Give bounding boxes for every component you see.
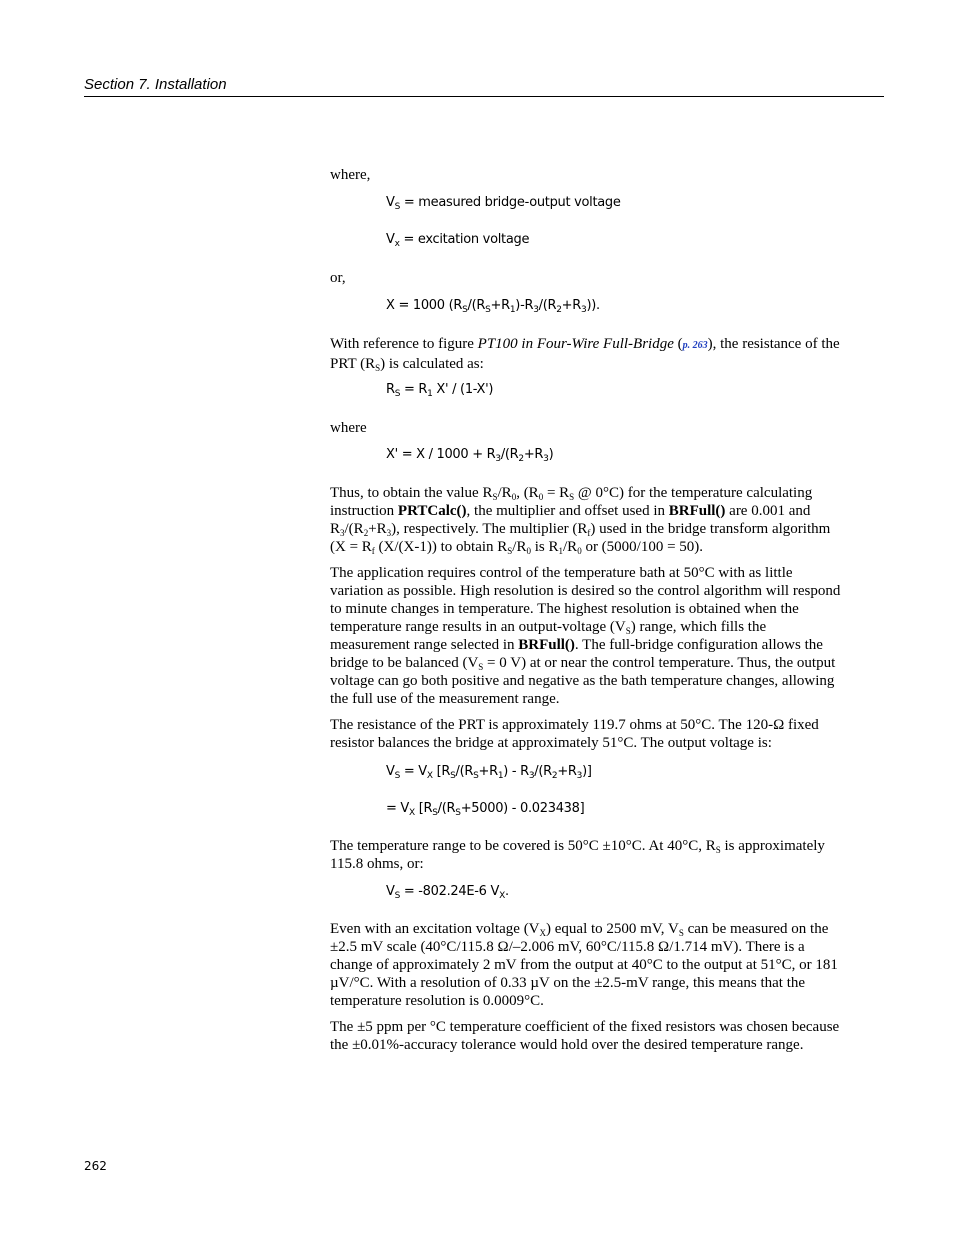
where-label: where, xyxy=(330,167,371,183)
paragraph-resistance: The resistance of the PRT is approximately 119.7 ohms at 50°C. The 120-Ω fixed resistor balances the bridge at approximately 51°C. The output voltage is: xyxy=(330,717,819,751)
paragraph-ppm: The ±5 ppm per °C temperature coefficient of the fixed resistors was chosen because the ±0.01%-accuracy tolerance would hold over the desired temperature range. xyxy=(330,1019,840,1053)
where-label-2: where xyxy=(330,420,367,436)
equation-vs-value: $V_S = -802.24E-6$ $V_X$. xyxy=(386,884,509,901)
paragraph-excitation: Even with an excitation voltage $(V_X)$ equal to 2500 mV, $V_S$ can be measured on the ±2.5 mV scale (40°C/115.8 Ω/–2.006 mV, 60°C/115.8 Ω/1.714 mV). There is a change of approximately 2 mV from the output at 40°C to the output at 51°C, or 181 µV/°C. With a resolution of 0.33 µV on the ±2.5-mV range, this means that the temperature resolution is 0.0009°C. xyxy=(330,921,838,1009)
equation-vx-definition: $V_x$ = excitation voltage xyxy=(386,232,530,249)
section-title: Section 7. Installation xyxy=(84,76,227,93)
page-number: 262 xyxy=(84,1159,107,1173)
equation-rs: $R_S = R_1$ X' / (1-X') xyxy=(386,382,494,399)
page-header xyxy=(84,76,884,97)
paragraph-range: The temperature range to be covered is 50°C ±10°C. At 40°C, $R_S$ is approximately 115.8 ohms, or: xyxy=(330,838,825,872)
paragraph-thus: Thus, to obtain the value $R_S/R_0$, ($R_0 = R_S$ @ 0°C) for the temperature calculating instruction PRTCalc(), the multiplier and offset used in BRFull() are 0.001 and $R_3/(R_2+R_3)$, respectively. The multiplier $(R_f)$ used in the bridge transform algorithm ($X = R_f$ (X/(X-1)) to obtain $R_S/R_0$ is $R_1/R_0$ or (5000/100 = 50). xyxy=(330,485,831,556)
or-label: or, xyxy=(330,270,346,286)
paragraph-application: The application requires control of the temperature bath at 50°C with as little variation as possible. High resolution is desired so the control algorithm will respond to minute changes in temperature. The highest resolution is obtained when the temperature range results in an output-voltage $(V_S)$ range, which fills the measurement range selected in BRFull(). The full-bridge configuration allows the bridge to be balanced ($V_S = 0$ V) at or near the control temperature. Thus, the output voltage can go both positive and negative as the bath temperature changes, allowing the full use of the measurement range. xyxy=(330,565,841,707)
equation-vs-definition: $V_S$ = measured bridge-output voltage xyxy=(386,195,621,212)
page-body xyxy=(330,166,845,1054)
equation-xprime: $X' = X / 1000 + R_3/(R_2+R_3)$ xyxy=(386,447,554,464)
paragraph-reference: With reference to figure PT100 in Four-Wire Full-Bridge (p. 263), the resistance of the PRT $(R_S)$ is calculated as: xyxy=(330,336,840,373)
equation-vs-bridge: $V_S = V_X$ $[R_S/(R_S+R_1) - R_3/(R_2+R_3)]$ xyxy=(386,764,592,781)
page-reference-link[interactable]: p. 263 xyxy=(682,340,708,351)
equation-x: X = 1000 $(R_S/(R_S+R_1)-R_3/(R_2+R_3))$. xyxy=(386,298,600,315)
equation-vs-numeric: = $V_X$ $[R_S/(R_S+5000) - 0.023438]$ xyxy=(386,801,585,818)
